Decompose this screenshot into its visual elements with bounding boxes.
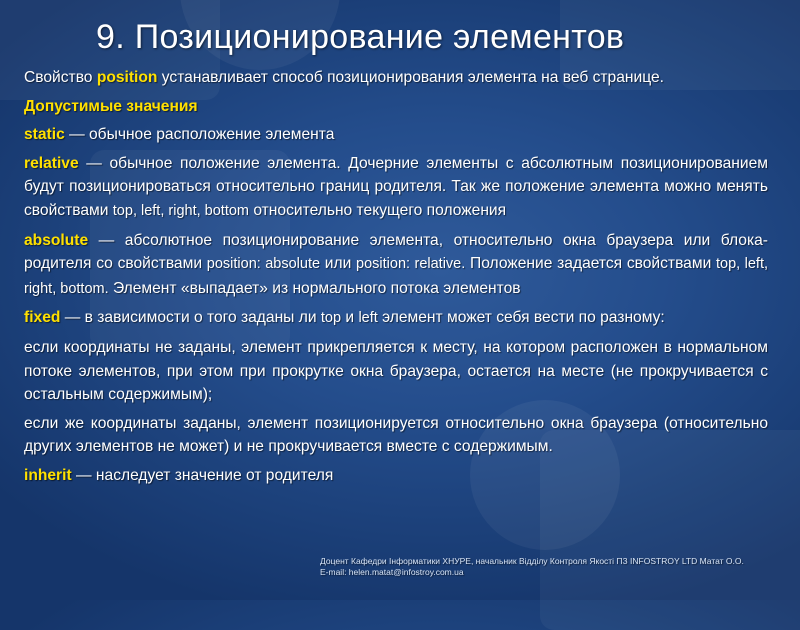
description-text: относительно текущего положения [249, 201, 507, 219]
description-text: или [320, 255, 357, 273]
inherit-paragraph [24, 464, 768, 488]
value-fixed [24, 306, 768, 331]
fixed-case-2: если же координаты заданы, элемент позиционируется относительно окна браузера (относительно других элементов не может) и не прокручивается вместе с содержимым. [24, 414, 768, 456]
description-text: Положение задается свойствами [465, 255, 717, 273]
fixed-case-1: если координаты не заданы, элемент прикрепляется к месту, на котором расположен в нормальном потоке элементов, при этом при прокрутке окна браузера, остается на месте (не прокручивается с остальным содержимым); [24, 338, 768, 404]
footer-email: E-mail: helen.matat@infostroy.com.ua [320, 567, 464, 577]
absolute-keyword: absolute [24, 231, 89, 249]
code-term: left [358, 310, 378, 327]
code-term: top, left, right, bottom. [24, 256, 769, 297]
inherit-keyword: inherit [24, 466, 72, 484]
footer-author: Доцент Кафедри Інформатики ХНУРЕ, начальник Відділу Контроля Якості ПЗ INFOSTROY LTD Матат О.О. [320, 556, 744, 566]
slide-title: 9. Позиционирование элементов [96, 18, 625, 56]
values-list [24, 123, 768, 331]
code-term: top, left, right, bottom [112, 202, 249, 219]
slide-content [24, 66, 768, 493]
allowed-values-heading: Допустимые значения [24, 97, 198, 115]
description-text: и [341, 309, 359, 327]
value-static [24, 123, 768, 147]
value-absolute [24, 229, 768, 302]
author-footer [320, 556, 744, 578]
position-keyword: position [96, 69, 158, 86]
intro-paragraph [24, 66, 768, 90]
description-text: — в зависимости о того заданы ли [60, 309, 321, 327]
intro-text: Свойство [24, 69, 97, 86]
intro-text: устанавливает способ позиционирования элемента на веб странице. [157, 69, 664, 86]
description-text: Элемент «выпадает» из нормального потока элементов [108, 279, 521, 297]
description-text: элемент может себя вести по разному: [377, 309, 665, 327]
fixed-keyword: fixed [24, 309, 61, 327]
static-keyword: static [24, 126, 65, 144]
value-relative [24, 152, 768, 224]
inherit-text: — наследует значение от родителя [71, 466, 334, 484]
relative-keyword: relative [24, 154, 79, 172]
code-term: top [320, 310, 342, 327]
code-term: position: relative. [356, 256, 466, 273]
description-text: — обычное расположение элемента [64, 126, 335, 144]
description-text: — абсолютное позиционирование элемента, относительно окна браузера или блока-родителя со свойствами [24, 231, 768, 273]
description-text: — обычное положение элемента. Дочерние элементы с абсолютным позиционированием будут позиционироваться относительно границ родителя. Так же положение элемента можно менять свойствами [24, 154, 768, 219]
code-term: position: absolute [206, 256, 321, 273]
